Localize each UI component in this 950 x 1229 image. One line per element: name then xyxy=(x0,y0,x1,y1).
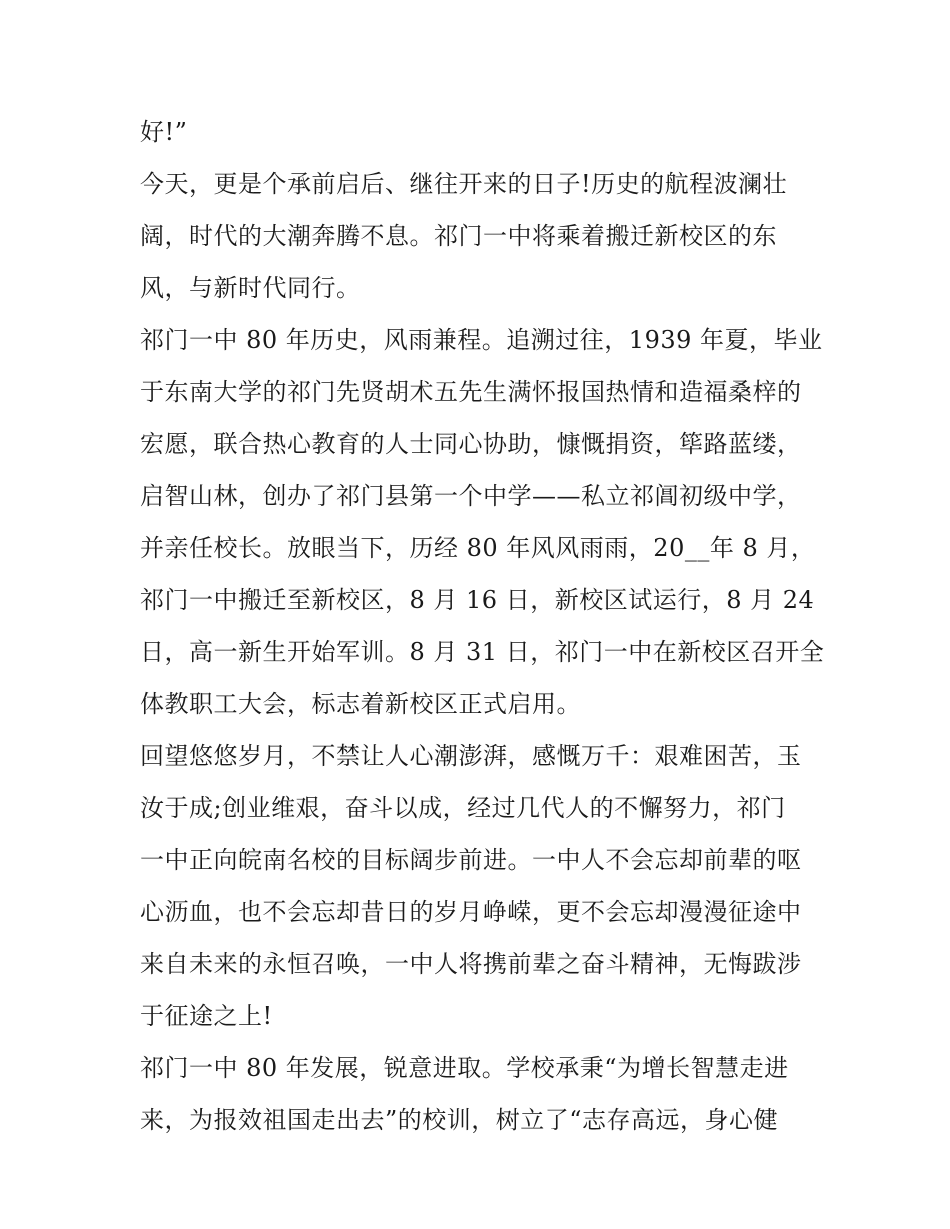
text-line: 一中正向皖南名校的目标阔步前进。一中人不会忘却前辈的呕 xyxy=(140,846,802,874)
text-line: 心沥血，也不会忘却昔日的岁月峥嵘，更不会忘却漫漫征途中 xyxy=(140,898,802,926)
text-line: 祁门一中 80 年发展，锐意进取。学校承秉“为增长智慧走进 xyxy=(140,1054,789,1082)
text-line: 今天，更是个承前启后、继往开来的日子!历史的航程波澜壮 xyxy=(140,170,788,198)
text-line: 启智山林，创办了祁门县第一个中学——私立祁阊初级中学， xyxy=(140,482,802,510)
text-line: 汝于成;创业维艰，奋斗以成，经过几代人的不懈努力，祁门 xyxy=(140,794,786,822)
text-line: 日，高一新生开始军训。8 月 31 日，祁门一中在新校区召开全 xyxy=(140,638,825,666)
text-line: 来，为报效祖国走出去”的校训，树立了“志存高远，身心健 xyxy=(140,1106,779,1134)
text-line: 回望悠悠岁月，不禁让人心潮澎湃，感慨万千：艰难困苦，玉 xyxy=(140,742,802,770)
text-line: 宏愿，联合热心教育的人士同心协助，慷慨捐资，筚路蓝缕， xyxy=(140,430,802,458)
body-text xyxy=(140,106,825,1146)
text-line: 来自未来的永恒召唤，一中人将携前辈之奋斗精神，无悔跋涉 xyxy=(140,950,802,978)
text-line: 祁门一中 80 年历史，风雨兼程。追溯过往，1939 年夏，毕业 xyxy=(140,326,823,354)
text-line: 祁门一中搬迁至新校区，8 月 16 日，新校区试运行，8 月 24 xyxy=(140,586,815,614)
text-line: 并亲任校长。放眼当下，历经 80 年风风雨雨，20__年 8 月， xyxy=(140,534,816,562)
text-line: 体教职工大会，标志着新校区正式启用。 xyxy=(140,690,581,718)
text-line: 于东南大学的祁门先贤胡术五先生满怀报国热情和造福桑梓的 xyxy=(140,378,802,406)
text-line: 阔，时代的大潮奔腾不息。祁门一中将乘着搬迁新校区的东 xyxy=(140,222,777,250)
text-line: 好!” xyxy=(140,118,188,146)
text-line: 于征途之上! xyxy=(140,1002,273,1030)
text-line: 风，与新时代同行。 xyxy=(140,274,361,302)
